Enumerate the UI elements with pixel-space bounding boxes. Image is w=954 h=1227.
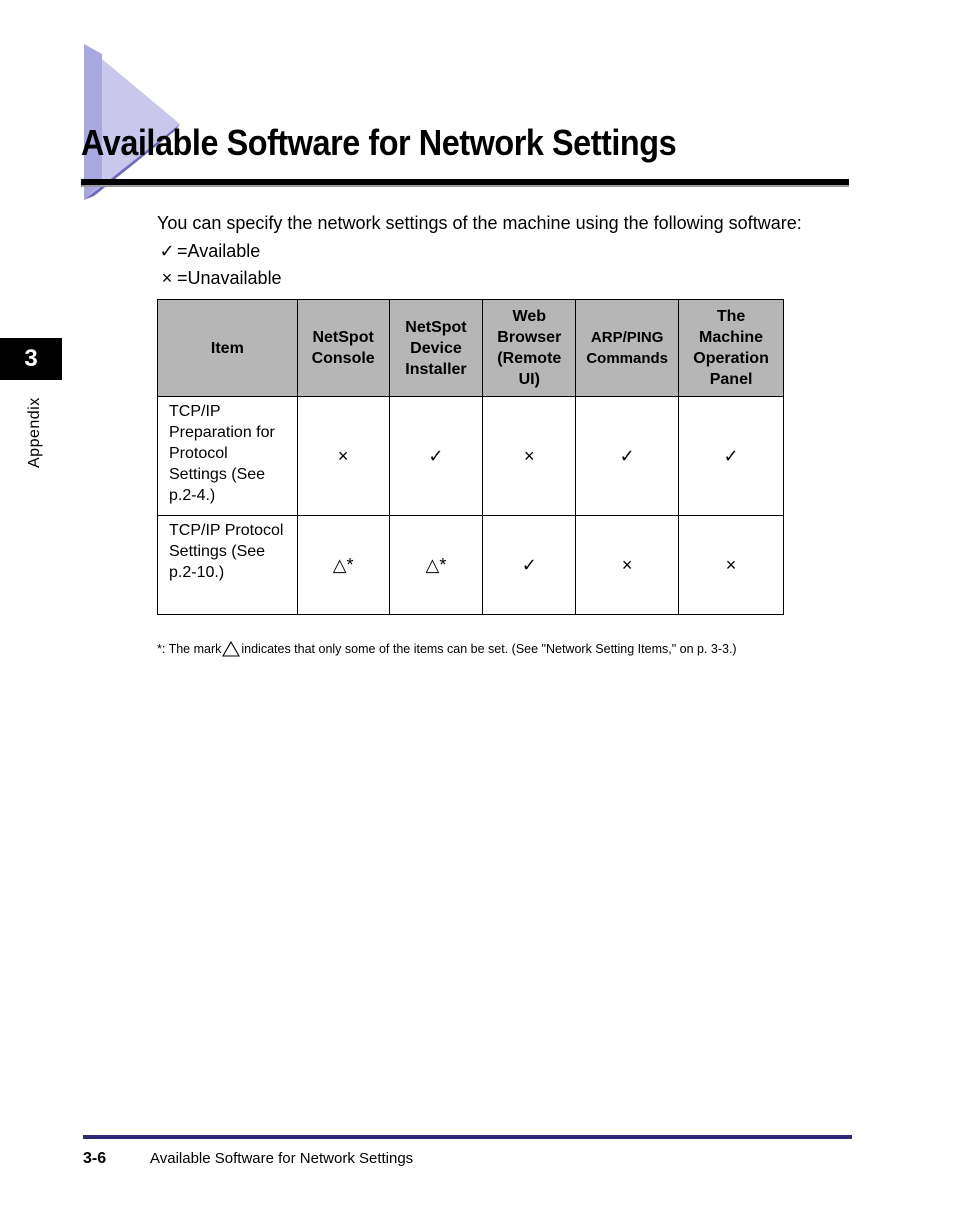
title-rule-shadow bbox=[81, 185, 849, 187]
check-icon: ✓ bbox=[679, 397, 784, 516]
legend-available bbox=[157, 241, 260, 262]
footnote-prefix: *: The mark bbox=[157, 642, 222, 656]
chapter-tab: 3 bbox=[0, 338, 62, 380]
section-side-label: Appendix bbox=[26, 397, 43, 468]
header-item: Item bbox=[158, 300, 298, 397]
header-web-browser: Web Browser (Remote UI) bbox=[483, 300, 576, 397]
software-table bbox=[157, 299, 784, 615]
table-row bbox=[158, 397, 784, 516]
cross-icon: × bbox=[297, 397, 389, 516]
cross-icon: × bbox=[679, 516, 784, 615]
header-operation-panel: The Machine Operation Panel bbox=[679, 300, 784, 397]
cross-icon: × bbox=[161, 268, 173, 288]
intro-text: You can specify the network settings of the machine using the following software: bbox=[157, 213, 802, 233]
cross-icon: × bbox=[576, 516, 679, 615]
table-header-row bbox=[158, 300, 784, 397]
triangle-icon bbox=[222, 641, 240, 657]
row-item-label: TCP/IP Protocol Settings (See p.2-10.) bbox=[158, 516, 298, 615]
footnote-text: indicates that only some of the items can be set. (See "Network Setting Items," on p. 3-3.) bbox=[241, 642, 737, 656]
header-arp-ping: ARP/PING Commands bbox=[576, 300, 679, 397]
check-icon: ✓ bbox=[159, 241, 175, 261]
legend-label: =Available bbox=[177, 241, 261, 261]
cross-icon: × bbox=[483, 397, 576, 516]
check-icon: ✓ bbox=[389, 397, 483, 516]
footer-page-number: 3-6 bbox=[83, 1150, 107, 1167]
footnote bbox=[157, 641, 737, 657]
page-title: Available Software for Network Settings bbox=[81, 122, 677, 163]
footer-rule bbox=[83, 1135, 852, 1139]
footer-title: Available Software for Network Settings bbox=[150, 1150, 414, 1167]
header-netspot-console: NetSpot Console bbox=[297, 300, 389, 397]
legend-unavailable bbox=[157, 268, 282, 289]
legend-label: =Unavailable bbox=[177, 268, 282, 288]
check-icon: ✓ bbox=[576, 397, 679, 516]
triangle-partial-icon: △* bbox=[389, 516, 483, 615]
table-row bbox=[158, 516, 784, 615]
check-icon: ✓ bbox=[483, 516, 576, 615]
row-item-label: TCP/IP Preparation for Protocol Settings (See p.2-4.) bbox=[158, 397, 298, 516]
header-netspot-device-installer: NetSpot Device Installer bbox=[389, 300, 483, 397]
triangle-partial-icon: △* bbox=[297, 516, 389, 615]
